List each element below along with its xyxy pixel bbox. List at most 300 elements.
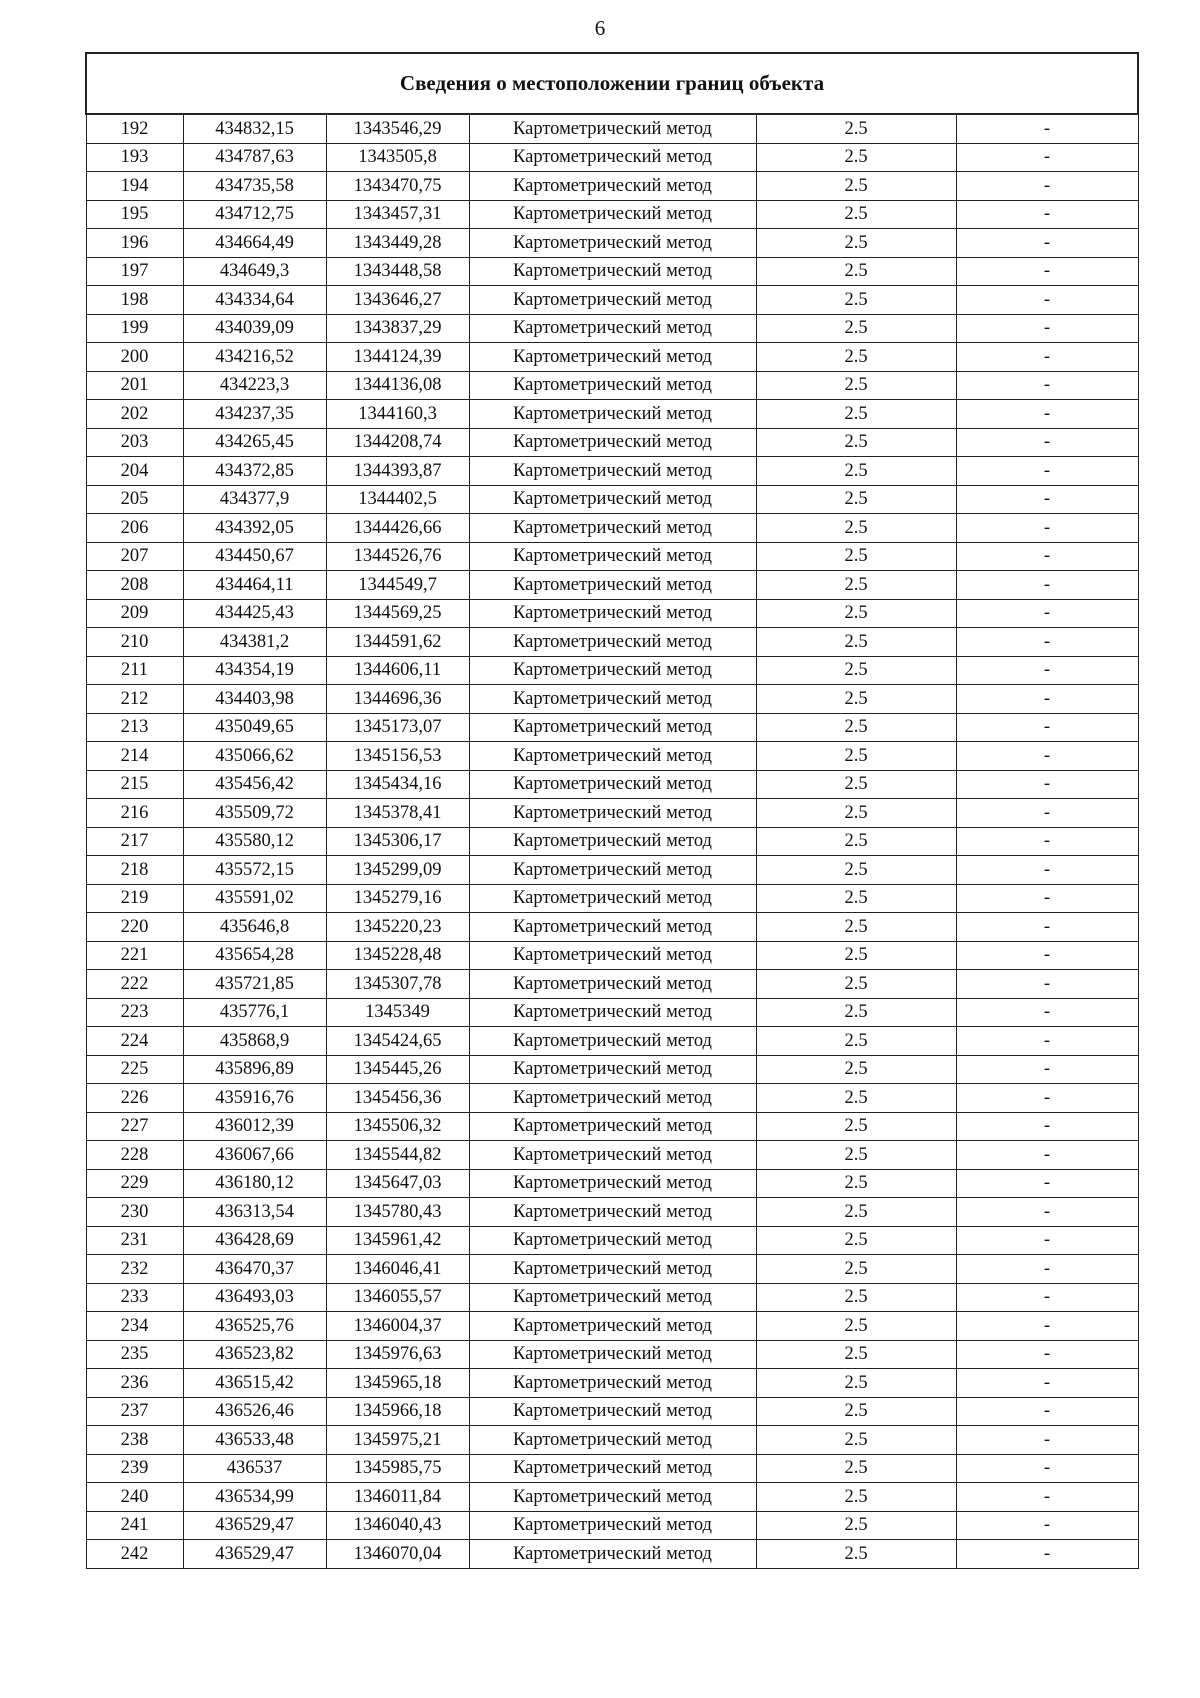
coordinate-y-cell: 1345156,53 <box>326 742 469 771</box>
method-cell: Картометрический метод <box>469 200 756 229</box>
method-cell: Картометрический метод <box>469 428 756 457</box>
coordinate-y-cell: 1344136,08 <box>326 371 469 400</box>
point-number-cell: 196 <box>86 229 183 258</box>
method-cell: Картометрический метод <box>469 485 756 514</box>
table-row <box>86 742 1138 771</box>
point-number-cell: 212 <box>86 685 183 714</box>
table-row <box>86 371 1138 400</box>
coordinate-y-cell: 1343646,27 <box>326 286 469 315</box>
accuracy-cell: 2.5 <box>756 1055 956 1084</box>
table-row <box>86 1198 1138 1227</box>
coordinate-y-cell: 1345966,18 <box>326 1397 469 1426</box>
coordinate-x-cell: 434354,19 <box>183 656 326 685</box>
table-row <box>86 143 1138 172</box>
accuracy-cell: 2.5 <box>756 457 956 486</box>
coordinate-y-cell: 1345306,17 <box>326 827 469 856</box>
note-cell: - <box>956 485 1138 514</box>
coordinate-y-cell: 1344696,36 <box>326 685 469 714</box>
coordinate-y-cell: 1344526,76 <box>326 542 469 571</box>
accuracy-cell: 2.5 <box>756 371 956 400</box>
point-number-cell: 219 <box>86 884 183 913</box>
accuracy-cell: 2.5 <box>756 913 956 942</box>
table-row <box>86 770 1138 799</box>
accuracy-cell: 2.5 <box>756 485 956 514</box>
coordinate-x-cell: 436533,48 <box>183 1426 326 1455</box>
point-number-cell: 242 <box>86 1540 183 1569</box>
point-number-cell: 202 <box>86 400 183 429</box>
method-cell: Картометрический метод <box>469 286 756 315</box>
point-number-cell: 209 <box>86 599 183 628</box>
accuracy-cell: 2.5 <box>756 599 956 628</box>
note-cell: - <box>956 314 1138 343</box>
note-cell: - <box>956 229 1138 258</box>
method-cell: Картометрический метод <box>469 1283 756 1312</box>
table-row <box>86 1426 1138 1455</box>
accuracy-cell: 2.5 <box>756 1340 956 1369</box>
coordinate-x-cell: 434392,05 <box>183 514 326 543</box>
method-cell: Картометрический метод <box>469 1312 756 1341</box>
table-row <box>86 998 1138 1027</box>
table-row <box>86 1055 1138 1084</box>
note-cell: - <box>956 599 1138 628</box>
table-row <box>86 457 1138 486</box>
coordinate-y-cell: 1345456,36 <box>326 1084 469 1113</box>
coordinate-x-cell: 436523,82 <box>183 1340 326 1369</box>
coordinate-y-cell: 1345975,21 <box>326 1426 469 1455</box>
table-row <box>86 1511 1138 1540</box>
coordinate-x-cell: 434377,9 <box>183 485 326 514</box>
table-row <box>86 856 1138 885</box>
table-row <box>86 1141 1138 1170</box>
accuracy-cell: 2.5 <box>756 1226 956 1255</box>
coordinate-y-cell: 1345279,16 <box>326 884 469 913</box>
coordinate-x-cell: 434787,63 <box>183 143 326 172</box>
note-cell: - <box>956 1112 1138 1141</box>
accuracy-cell: 2.5 <box>756 1283 956 1312</box>
accuracy-cell: 2.5 <box>756 970 956 999</box>
point-number-cell: 214 <box>86 742 183 771</box>
accuracy-cell: 2.5 <box>756 229 956 258</box>
coordinate-y-cell: 1344402,5 <box>326 485 469 514</box>
method-cell: Картометрический метод <box>469 1055 756 1084</box>
table-row <box>86 400 1138 429</box>
note-cell: - <box>956 514 1138 543</box>
coordinate-y-cell: 1345299,09 <box>326 856 469 885</box>
accuracy-cell: 2.5 <box>756 286 956 315</box>
accuracy-cell: 2.5 <box>756 656 956 685</box>
note-cell: - <box>956 457 1138 486</box>
note-cell: - <box>956 400 1138 429</box>
table-body <box>86 114 1138 1568</box>
accuracy-cell: 2.5 <box>756 1255 956 1284</box>
point-number-cell: 211 <box>86 656 183 685</box>
method-cell: Картометрический метод <box>469 1226 756 1255</box>
note-cell: - <box>956 1027 1138 1056</box>
note-cell: - <box>956 286 1138 315</box>
accuracy-cell: 2.5 <box>756 1112 956 1141</box>
coordinate-x-cell: 436470,37 <box>183 1255 326 1284</box>
note-cell: - <box>956 913 1138 942</box>
accuracy-cell: 2.5 <box>756 827 956 856</box>
accuracy-cell: 2.5 <box>756 685 956 714</box>
method-cell: Картометрический метод <box>469 1255 756 1284</box>
coordinate-x-cell: 434223,3 <box>183 371 326 400</box>
note-cell: - <box>956 1397 1138 1426</box>
note-cell: - <box>956 1340 1138 1369</box>
coordinate-x-cell: 435896,89 <box>183 1055 326 1084</box>
table-row <box>86 1312 1138 1341</box>
method-cell: Картометрический метод <box>469 998 756 1027</box>
accuracy-cell: 2.5 <box>756 799 956 828</box>
table-row <box>86 485 1138 514</box>
note-cell: - <box>956 1055 1138 1084</box>
point-number-cell: 199 <box>86 314 183 343</box>
method-cell: Картометрический метод <box>469 1483 756 1512</box>
coordinate-y-cell: 1343457,31 <box>326 200 469 229</box>
point-number-cell: 206 <box>86 514 183 543</box>
table-row <box>86 229 1138 258</box>
coordinate-x-cell: 436515,42 <box>183 1369 326 1398</box>
point-number-cell: 207 <box>86 542 183 571</box>
note-cell: - <box>956 1141 1138 1170</box>
point-number-cell: 236 <box>86 1369 183 1398</box>
coordinate-y-cell: 1345424,65 <box>326 1027 469 1056</box>
method-cell: Картометрический метод <box>469 856 756 885</box>
accuracy-cell: 2.5 <box>756 1369 956 1398</box>
coordinate-x-cell: 435509,72 <box>183 799 326 828</box>
point-number-cell: 198 <box>86 286 183 315</box>
coordinate-x-cell: 434237,35 <box>183 400 326 429</box>
note-cell: - <box>956 114 1138 143</box>
note-cell: - <box>956 1084 1138 1113</box>
note-cell: - <box>956 1226 1138 1255</box>
method-cell: Картометрический метод <box>469 799 756 828</box>
coordinate-y-cell: 1346055,57 <box>326 1283 469 1312</box>
method-cell: Картометрический метод <box>469 514 756 543</box>
coordinate-x-cell: 435916,76 <box>183 1084 326 1113</box>
note-cell: - <box>956 143 1138 172</box>
coordinate-y-cell: 1344591,62 <box>326 628 469 657</box>
coordinate-y-cell: 1344160,3 <box>326 400 469 429</box>
note-cell: - <box>956 628 1138 657</box>
point-number-cell: 197 <box>86 257 183 286</box>
note-cell: - <box>956 742 1138 771</box>
table-row <box>86 685 1138 714</box>
coordinate-y-cell: 1346011,84 <box>326 1483 469 1512</box>
table-row <box>86 1084 1138 1113</box>
coordinate-x-cell: 435721,85 <box>183 970 326 999</box>
coordinate-y-cell: 1345965,18 <box>326 1369 469 1398</box>
note-cell: - <box>956 1454 1138 1483</box>
point-number-cell: 195 <box>86 200 183 229</box>
point-number-cell: 224 <box>86 1027 183 1056</box>
table-row <box>86 1340 1138 1369</box>
coordinate-x-cell: 434735,58 <box>183 172 326 201</box>
method-cell: Картометрический метод <box>469 114 756 143</box>
note-cell: - <box>956 343 1138 372</box>
table-row <box>86 941 1138 970</box>
coordinate-y-cell: 1344569,25 <box>326 599 469 628</box>
method-cell: Картометрический метод <box>469 599 756 628</box>
method-cell: Картометрический метод <box>469 172 756 201</box>
accuracy-cell: 2.5 <box>756 1312 956 1341</box>
point-number-cell: 217 <box>86 827 183 856</box>
coordinate-x-cell: 436428,69 <box>183 1226 326 1255</box>
method-cell: Картометрический метод <box>469 1426 756 1455</box>
table-row <box>86 114 1138 143</box>
method-cell: Картометрический метод <box>469 143 756 172</box>
method-cell: Картометрический метод <box>469 343 756 372</box>
point-number-cell: 235 <box>86 1340 183 1369</box>
note-cell: - <box>956 1483 1138 1512</box>
accuracy-cell: 2.5 <box>756 1084 956 1113</box>
table-row <box>86 1255 1138 1284</box>
point-number-cell: 228 <box>86 1141 183 1170</box>
accuracy-cell: 2.5 <box>756 571 956 600</box>
point-number-cell: 241 <box>86 1511 183 1540</box>
coordinate-x-cell: 434832,15 <box>183 114 326 143</box>
point-number-cell: 223 <box>86 998 183 1027</box>
coordinate-x-cell: 436493,03 <box>183 1283 326 1312</box>
table-row <box>86 1483 1138 1512</box>
method-cell: Картометрический метод <box>469 713 756 742</box>
method-cell: Картометрический метод <box>469 1141 756 1170</box>
method-cell: Картометрический метод <box>469 1540 756 1569</box>
method-cell: Картометрический метод <box>469 1340 756 1369</box>
point-number-cell: 221 <box>86 941 183 970</box>
coordinate-y-cell: 1343505,8 <box>326 143 469 172</box>
table-row <box>86 827 1138 856</box>
coordinate-y-cell: 1344549,7 <box>326 571 469 600</box>
method-cell: Картометрический метод <box>469 656 756 685</box>
note-cell: - <box>956 542 1138 571</box>
accuracy-cell: 2.5 <box>756 998 956 1027</box>
coordinate-x-cell: 434450,67 <box>183 542 326 571</box>
accuracy-cell: 2.5 <box>756 1198 956 1227</box>
point-number-cell: 205 <box>86 485 183 514</box>
table-row <box>86 713 1138 742</box>
note-cell: - <box>956 571 1138 600</box>
point-number-cell: 203 <box>86 428 183 457</box>
coordinate-x-cell: 434712,75 <box>183 200 326 229</box>
note-cell: - <box>956 656 1138 685</box>
coordinate-x-cell: 435572,15 <box>183 856 326 885</box>
coordinate-y-cell: 1346046,41 <box>326 1255 469 1284</box>
table-row <box>86 314 1138 343</box>
note-cell: - <box>956 371 1138 400</box>
note-cell: - <box>956 998 1138 1027</box>
table-row <box>86 343 1138 372</box>
method-cell: Картометрический метод <box>469 457 756 486</box>
method-cell: Картометрический метод <box>469 1369 756 1398</box>
accuracy-cell: 2.5 <box>756 542 956 571</box>
point-number-cell: 220 <box>86 913 183 942</box>
note-cell: - <box>956 1283 1138 1312</box>
point-number-cell: 225 <box>86 1055 183 1084</box>
note-cell: - <box>956 884 1138 913</box>
accuracy-cell: 2.5 <box>756 1027 956 1056</box>
coordinate-y-cell: 1345985,75 <box>326 1454 469 1483</box>
note-cell: - <box>956 257 1138 286</box>
coordinate-x-cell: 436534,99 <box>183 1483 326 1512</box>
method-cell: Картометрический метод <box>469 1454 756 1483</box>
note-cell: - <box>956 827 1138 856</box>
method-cell: Картометрический метод <box>469 1112 756 1141</box>
coordinate-x-cell: 436012,39 <box>183 1112 326 1141</box>
table-row <box>86 970 1138 999</box>
coordinate-y-cell: 1344393,87 <box>326 457 469 486</box>
coordinate-y-cell: 1343837,29 <box>326 314 469 343</box>
note-cell: - <box>956 172 1138 201</box>
accuracy-cell: 2.5 <box>756 1454 956 1483</box>
table-row <box>86 200 1138 229</box>
accuracy-cell: 2.5 <box>756 257 956 286</box>
point-number-cell: 192 <box>86 114 183 143</box>
method-cell: Картометрический метод <box>469 941 756 970</box>
method-cell: Картометрический метод <box>469 913 756 942</box>
point-number-cell: 240 <box>86 1483 183 1512</box>
coordinate-y-cell: 1345961,42 <box>326 1226 469 1255</box>
table-row <box>86 884 1138 913</box>
coordinate-y-cell: 1345544,82 <box>326 1141 469 1170</box>
table-row <box>86 542 1138 571</box>
coordinate-x-cell: 434334,64 <box>183 286 326 315</box>
coordinate-x-cell: 434664,49 <box>183 229 326 258</box>
method-cell: Картометрический метод <box>469 1169 756 1198</box>
point-number-cell: 232 <box>86 1255 183 1284</box>
method-cell: Картометрический метод <box>469 1084 756 1113</box>
point-number-cell: 213 <box>86 713 183 742</box>
table-row <box>86 172 1138 201</box>
point-number-cell: 218 <box>86 856 183 885</box>
coordinate-y-cell: 1344208,74 <box>326 428 469 457</box>
table-row <box>86 286 1138 315</box>
coordinate-y-cell: 1345445,26 <box>326 1055 469 1084</box>
point-number-cell: 208 <box>86 571 183 600</box>
table-row <box>86 257 1138 286</box>
coordinate-x-cell: 435580,12 <box>183 827 326 856</box>
point-number-cell: 215 <box>86 770 183 799</box>
note-cell: - <box>956 428 1138 457</box>
coordinate-x-cell: 436526,46 <box>183 1397 326 1426</box>
coordinate-x-cell: 436529,47 <box>183 1540 326 1569</box>
coordinate-x-cell: 435776,1 <box>183 998 326 1027</box>
coordinate-y-cell: 1345647,03 <box>326 1169 469 1198</box>
table-row <box>86 1169 1138 1198</box>
point-number-cell: 204 <box>86 457 183 486</box>
table-title-row <box>86 53 1138 114</box>
method-cell: Картометрический метод <box>469 827 756 856</box>
accuracy-cell: 2.5 <box>756 200 956 229</box>
coordinate-x-cell: 435456,42 <box>183 770 326 799</box>
note-cell: - <box>956 970 1138 999</box>
coordinate-x-cell: 434265,45 <box>183 428 326 457</box>
method-cell: Картометрический метод <box>469 1397 756 1426</box>
table-row <box>86 428 1138 457</box>
table-row <box>86 1283 1138 1312</box>
coordinate-y-cell: 1345228,48 <box>326 941 469 970</box>
note-cell: - <box>956 1198 1138 1227</box>
note-cell: - <box>956 941 1138 970</box>
note-cell: - <box>956 1511 1138 1540</box>
note-cell: - <box>956 1312 1138 1341</box>
point-number-cell: 239 <box>86 1454 183 1483</box>
note-cell: - <box>956 713 1138 742</box>
accuracy-cell: 2.5 <box>756 114 956 143</box>
coordinate-y-cell: 1343470,75 <box>326 172 469 201</box>
point-number-cell: 222 <box>86 970 183 999</box>
table-row <box>86 1454 1138 1483</box>
accuracy-cell: 2.5 <box>756 172 956 201</box>
method-cell: Картометрический метод <box>469 571 756 600</box>
coordinate-x-cell: 434039,09 <box>183 314 326 343</box>
note-cell: - <box>956 770 1138 799</box>
accuracy-cell: 2.5 <box>756 1141 956 1170</box>
table-row <box>86 1112 1138 1141</box>
point-number-cell: 193 <box>86 143 183 172</box>
point-number-cell: 194 <box>86 172 183 201</box>
method-cell: Картометрический метод <box>469 542 756 571</box>
method-cell: Картометрический метод <box>469 371 756 400</box>
coordinate-y-cell: 1345173,07 <box>326 713 469 742</box>
accuracy-cell: 2.5 <box>756 1397 956 1426</box>
coordinate-y-cell: 1343546,29 <box>326 114 469 143</box>
note-cell: - <box>956 856 1138 885</box>
coordinate-x-cell: 436529,47 <box>183 1511 326 1540</box>
table-row <box>86 571 1138 600</box>
table-row <box>86 1397 1138 1426</box>
table-row <box>86 1226 1138 1255</box>
accuracy-cell: 2.5 <box>756 856 956 885</box>
coordinate-x-cell: 434425,43 <box>183 599 326 628</box>
note-cell: - <box>956 685 1138 714</box>
coordinate-x-cell: 436180,12 <box>183 1169 326 1198</box>
accuracy-cell: 2.5 <box>756 1483 956 1512</box>
coordinate-y-cell: 1345976,63 <box>326 1340 469 1369</box>
coordinate-y-cell: 1345220,23 <box>326 913 469 942</box>
table-title: Сведения о местоположении границ объекта <box>86 53 1138 114</box>
coordinate-y-cell: 1345506,32 <box>326 1112 469 1141</box>
point-number-cell: 231 <box>86 1226 183 1255</box>
coordinate-y-cell: 1345349 <box>326 998 469 1027</box>
method-cell: Картометрический метод <box>469 400 756 429</box>
coordinate-y-cell: 1346040,43 <box>326 1511 469 1540</box>
coordinate-y-cell: 1345434,16 <box>326 770 469 799</box>
accuracy-cell: 2.5 <box>756 143 956 172</box>
boundary-coordinates-table <box>85 52 1139 1569</box>
coordinate-x-cell: 434381,2 <box>183 628 326 657</box>
point-number-cell: 216 <box>86 799 183 828</box>
table-row <box>86 656 1138 685</box>
coordinate-x-cell: 434649,3 <box>183 257 326 286</box>
coordinate-x-cell: 435646,8 <box>183 913 326 942</box>
table-row <box>86 628 1138 657</box>
coordinate-x-cell: 436525,76 <box>183 1312 326 1341</box>
coordinate-x-cell: 434216,52 <box>183 343 326 372</box>
accuracy-cell: 2.5 <box>756 514 956 543</box>
accuracy-cell: 2.5 <box>756 713 956 742</box>
note-cell: - <box>956 1540 1138 1569</box>
coordinate-x-cell: 436537 <box>183 1454 326 1483</box>
point-number-cell: 229 <box>86 1169 183 1198</box>
method-cell: Картометрический метод <box>469 257 756 286</box>
accuracy-cell: 2.5 <box>756 742 956 771</box>
method-cell: Картометрический метод <box>469 770 756 799</box>
coordinate-y-cell: 1344124,39 <box>326 343 469 372</box>
point-number-cell: 226 <box>86 1084 183 1113</box>
accuracy-cell: 2.5 <box>756 314 956 343</box>
table-row <box>86 913 1138 942</box>
